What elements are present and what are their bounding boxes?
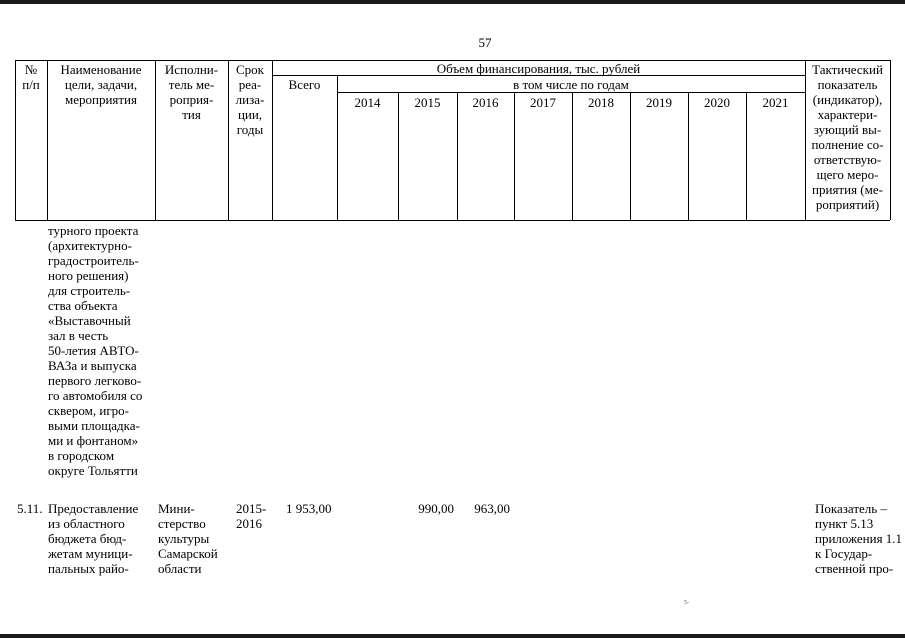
header-by-years: в том числе по годам bbox=[513, 77, 629, 92]
col-line-14 bbox=[890, 60, 891, 220]
col-line-6 bbox=[398, 92, 399, 220]
header-num: № п/п bbox=[22, 62, 40, 92]
row-year-2015: 990,00 bbox=[418, 501, 454, 516]
col-line-9 bbox=[572, 92, 573, 220]
col-line-11 bbox=[688, 92, 689, 220]
header-year-2019: 2019 bbox=[646, 95, 672, 110]
header-term: Срок реа- лиза- ции, годы bbox=[235, 62, 265, 137]
footer-mark: 5- bbox=[684, 600, 689, 606]
bottom-border bbox=[0, 634, 905, 638]
header-bottom-line bbox=[15, 220, 890, 221]
top-border bbox=[0, 0, 905, 4]
header-year-2021: 2021 bbox=[762, 95, 789, 110]
row-num: 5.11. bbox=[17, 501, 43, 516]
header-executor: Исполни- тель ме- роприя- тия bbox=[164, 62, 219, 122]
col-line-12 bbox=[746, 92, 747, 220]
col-line-10 bbox=[630, 92, 631, 220]
header-total: Всего bbox=[288, 77, 321, 92]
header-name: Наименование цели, задачи, мероприятия bbox=[60, 62, 142, 107]
header-year-2018: 2018 bbox=[588, 95, 614, 110]
header-indicator: Тактический показатель (индикатор), характери- зующий вы- полнение со- ответствую- щего меро- приятия (ме- роприятий) bbox=[811, 62, 884, 212]
header-year-2015: 2015 bbox=[414, 95, 441, 110]
row-term: 2015- 2016 bbox=[236, 501, 267, 531]
page-number: 57 bbox=[478, 35, 492, 50]
row-total: 1 953,00 bbox=[286, 501, 332, 516]
years-divider-line bbox=[337, 92, 805, 93]
header-year-2020: 2020 bbox=[704, 95, 730, 110]
header-financing: Объем финансирования, тыс. рублей bbox=[436, 61, 641, 76]
header-year-2016: 2016 bbox=[472, 95, 499, 110]
header-year-2017: 2017 bbox=[530, 95, 556, 110]
continued-row-name: турного проекта (архитектурно- градостроитель- ного решения) для строитель- ства объекта «Выставочный зал в честь 50-летия АВТО- ВАЗа и выпуска первого легково- го автомобиля со сквером, игро- выми площадка- ми и фонтаном» в городском округе Тольятти bbox=[48, 223, 143, 478]
col-line-7 bbox=[457, 92, 458, 220]
row-executor: Мини- стерство культуры Самарской области bbox=[158, 501, 218, 576]
col-line-8 bbox=[514, 92, 515, 220]
header-year-2014: 2014 bbox=[354, 95, 381, 110]
row-indicator: Показатель – пункт 5.13 приложения 1.1 к Государ- ственной про- bbox=[815, 501, 903, 576]
row-year-2016: 963,00 bbox=[474, 501, 510, 516]
row-name: Предоставление из областного бюджета бюд- жетам муници- пальных райо- bbox=[48, 501, 139, 576]
